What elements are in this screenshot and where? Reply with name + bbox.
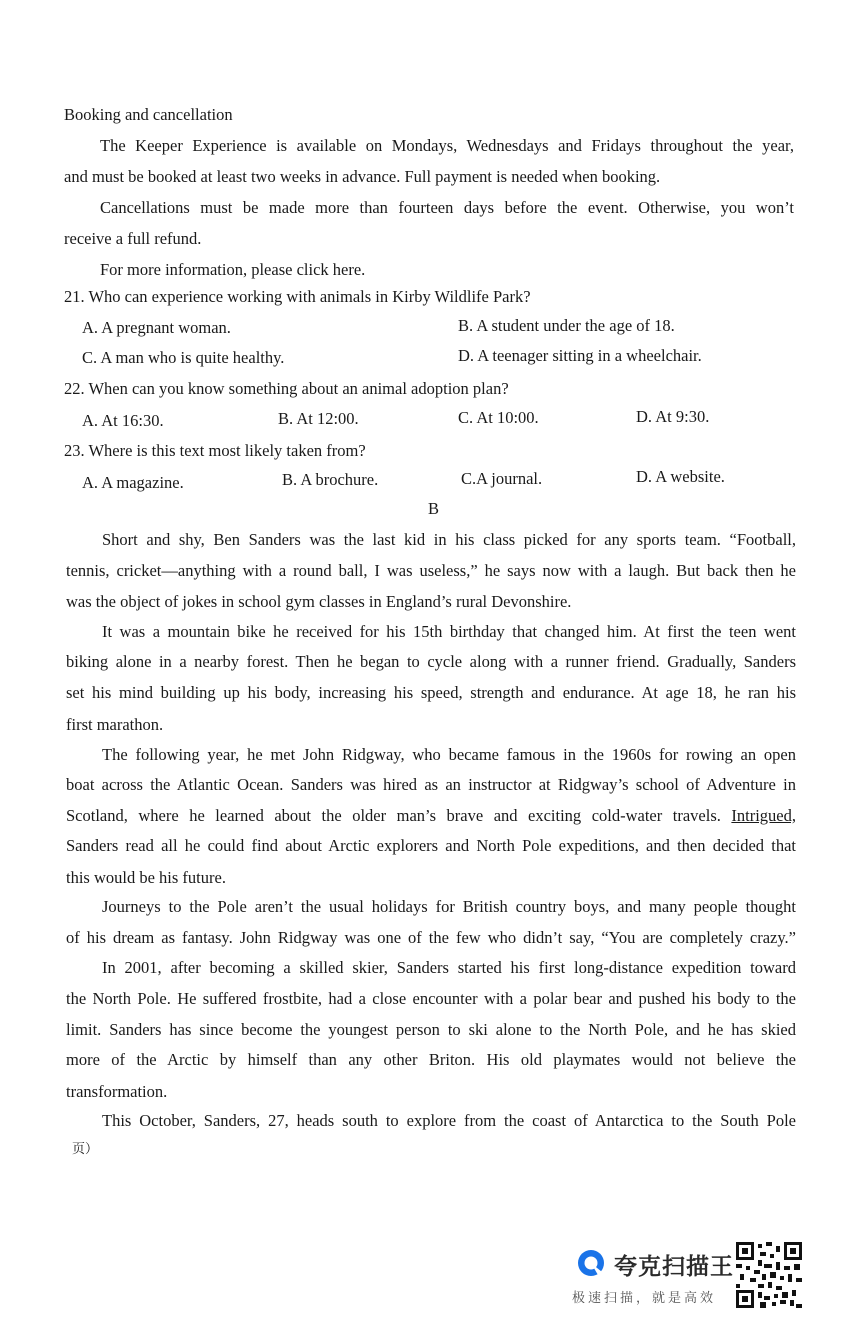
paragraph-line: was the object of jokes in school gym classes in England’s rural Devonshire.: [66, 592, 572, 611]
paragraph-line: boat across the Atlantic Ocean. Sanders was hired as an instructor at Ridgway’s school of Adventure in: [66, 775, 796, 794]
answer-option: B. At 12:00.: [278, 409, 359, 428]
underlined-word: Intrigued,: [731, 806, 796, 825]
passage-label: B: [427, 499, 439, 518]
watermark-subtitle: 极速扫描，就是高效: [572, 1291, 717, 1306]
paragraph-line: Cancellations must be made more than fourteen days before the event. Otherwise, you won’t: [100, 198, 794, 217]
paragraph-line: the North Pole. He suffered frostbite, had a close encounter with a polar bear and pushed his body to the: [66, 989, 796, 1008]
answer-option: D. A website.: [636, 467, 725, 486]
paragraph-line: of his dream as fantasy. John Ridgway was one of the few who didn’t say, “You are completely crazy.”: [66, 928, 796, 947]
paragraph-line: limit. Sanders has since become the youngest person to ski alone to the North Pole, and he has skied: [66, 1020, 796, 1039]
answer-option: A. A magazine.: [82, 473, 184, 492]
answer-option: C. A man who is quite healthy.: [82, 348, 285, 367]
paragraph-line: transformation.: [66, 1082, 168, 1101]
section-heading: Booking and cancellation: [64, 105, 233, 124]
answer-option: D. A teenager sitting in a wheelchair.: [458, 346, 702, 365]
paragraph-line: Sanders read all he could find about Arctic explorers and North Pole expeditions, and then decided that: [66, 836, 796, 855]
answer-option: A. A pregnant woman.: [82, 318, 231, 337]
paragraph-line: tennis, cricket—anything with a round ball, I was useless,” he says now with a laugh. But back then he: [66, 561, 796, 580]
paragraph-line: The following year, he met John Ridgway, who became famous in the 1960s for rowing an open: [102, 745, 796, 764]
paragraph-line: more of the Arctic by himself than any other Briton. His old playmates would not believe the: [66, 1050, 796, 1069]
page-footer: 页）: [72, 1142, 99, 1157]
quark-logo-icon: [576, 1248, 606, 1278]
paragraph-line: this would be his future.: [66, 868, 226, 887]
paragraph-line: set his mind building up his body, increasing his speed, strength and endurance. At age 18, he ran his: [66, 683, 796, 702]
answer-option: B. A brochure.: [282, 470, 379, 489]
answer-option: D. At 9:30.: [636, 407, 710, 426]
paragraph-line: The Keeper Experience is available on Mondays, Wednesdays and Fridays throughout the year,: [100, 136, 794, 155]
question-stem: 21. Who can experience working with animals in Kirby Wildlife Park?: [64, 287, 531, 306]
watermark-title: 夸克扫描王: [614, 1254, 734, 1280]
paragraph-line: [66, 806, 796, 826]
paragraph-line: In 2001, after becoming a skilled skier, Sanders started his first long-distance expedition toward: [102, 958, 796, 977]
scanner-watermark: [570, 1240, 810, 1310]
paragraph-line: receive a full refund.: [64, 229, 202, 248]
paragraph-line: biking alone in a nearby forest. Then he began to cycle along with a runner friend. Gradually, Sanders: [66, 652, 796, 671]
paragraph-line: It was a mountain bike he received for his 15th birthday that changed him. At first the teen went: [102, 622, 796, 641]
paragraph-line: For more information, please click here.: [100, 260, 366, 279]
answer-option: C. At 10:00.: [458, 408, 539, 427]
paragraph-line: This October, Sanders, 27, heads south to explore from the coast of Antarctica to the South Pole: [102, 1111, 796, 1130]
paragraph-line: Journeys to the Pole aren’t the usual holidays for British country boys, and many people thought: [102, 897, 796, 916]
paragraph-line: and must be booked at least two weeks in advance. Full payment is needed when booking.: [64, 167, 661, 186]
qr-code-icon: [736, 1242, 802, 1308]
question-stem: 22. When can you know something about an animal adoption plan?: [64, 379, 509, 398]
answer-option: A. At 16:30.: [82, 411, 164, 430]
answer-option: B. A student under the age of 18.: [458, 316, 675, 335]
answer-option: C.A journal.: [461, 469, 543, 488]
paragraph-line: Short and shy, Ben Sanders was the last kid in his class picked for any sports team. “Football,: [102, 530, 796, 549]
paragraph-line: first marathon.: [66, 715, 164, 734]
paragraph-text: Scotland, where he learned about the older man’s brave and exciting cold-water travels.: [66, 806, 721, 825]
question-stem: 23. Where is this text most likely taken from?: [64, 441, 366, 460]
